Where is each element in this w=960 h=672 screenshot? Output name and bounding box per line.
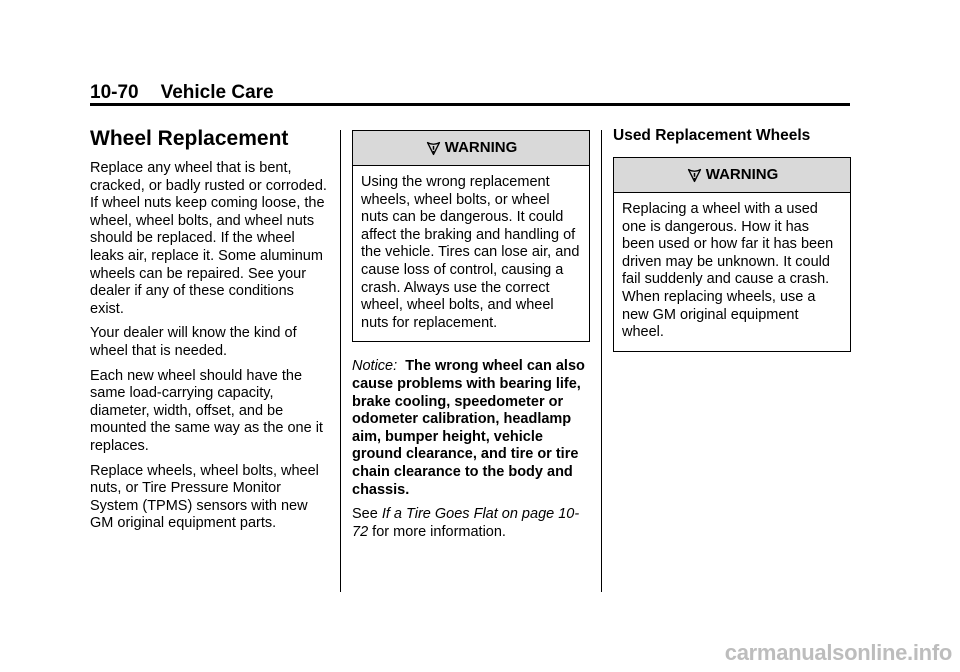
see-prefix: See bbox=[352, 506, 378, 523]
warning-label: WARNING bbox=[705, 166, 779, 184]
page-link[interactable]: If a Tire Goes Flat on page 10-72 bbox=[352, 506, 580, 540]
section-subtitle: Used Replacement Wheels bbox=[613, 127, 811, 144]
page-number: 10-70 bbox=[90, 82, 139, 103]
notice bbox=[352, 358, 590, 499]
chapter-title: Vehicle Care bbox=[160, 82, 274, 103]
warning-box bbox=[613, 157, 851, 352]
see-reference bbox=[352, 506, 590, 541]
warning-label: WARNING bbox=[444, 139, 518, 157]
warning-text: Using the wrong replacement wheels, wheel bolts, or wheel nuts can be dangerous. It could affect the braking and handling of the vehicle. Tires can lose air, and cause loss of control, causing a crash. Always use the correct wheel, wheel bolts, and wheel nuts for replacement. bbox=[361, 174, 580, 331]
see-suffix: for more information. bbox=[372, 523, 506, 540]
column-divider bbox=[340, 130, 341, 592]
warning-text: Replacing a wheel with a used one is dangerous. How it has been used or how far it has been driven may be unknown. It could fail suddenly and cause a crash. When replacing wheels, use a new GM original equipment wheel. bbox=[622, 201, 834, 341]
warning-box bbox=[352, 130, 590, 342]
column-right bbox=[613, 126, 851, 352]
notice-text: The wrong wheel can also cause problems with bearing life, brake cooling, speedometer or odometer calibration, headlamp aim, bumper height, vehicle ground clearance, and tire or tire chain clearance to the body and chassis. bbox=[352, 358, 585, 498]
watermark: carmanualsonline.info bbox=[724, 640, 952, 665]
paragraph: Your dealer will know the kind of wheel that is needed. bbox=[90, 325, 297, 359]
warning-icon bbox=[425, 140, 442, 157]
notice-label: Notice: bbox=[352, 358, 398, 375]
paragraph: Replace wheels, wheel bolts, wheel nuts, or Tire Pressure Monitor System (TPMS) sensors with new GM original equipment parts. bbox=[90, 462, 319, 532]
warning-header bbox=[353, 131, 589, 166]
paragraph: Each new wheel should have the same load-carrying capacity, diameter, width, offset, and be mounted the same way as the one it replaces. bbox=[90, 367, 323, 454]
warning-icon bbox=[686, 167, 703, 184]
paragraph: Replace any wheel that is bent, cracked, or badly rusted or corroded. If wheel nuts keep coming loose, the wheel, wheel bolts, and wheel nuts should be replaced. If the wheel leaks air, replace it. Some aluminum wheels can be repaired. See your dealer if any of these conditions exist. bbox=[90, 160, 327, 317]
column-divider bbox=[601, 130, 602, 592]
warning-header bbox=[614, 158, 850, 193]
section-title: Wheel Replacement bbox=[90, 127, 289, 150]
column-middle bbox=[352, 130, 590, 548]
column-left bbox=[90, 126, 330, 540]
header-rule bbox=[90, 103, 850, 106]
page-header bbox=[90, 82, 850, 104]
